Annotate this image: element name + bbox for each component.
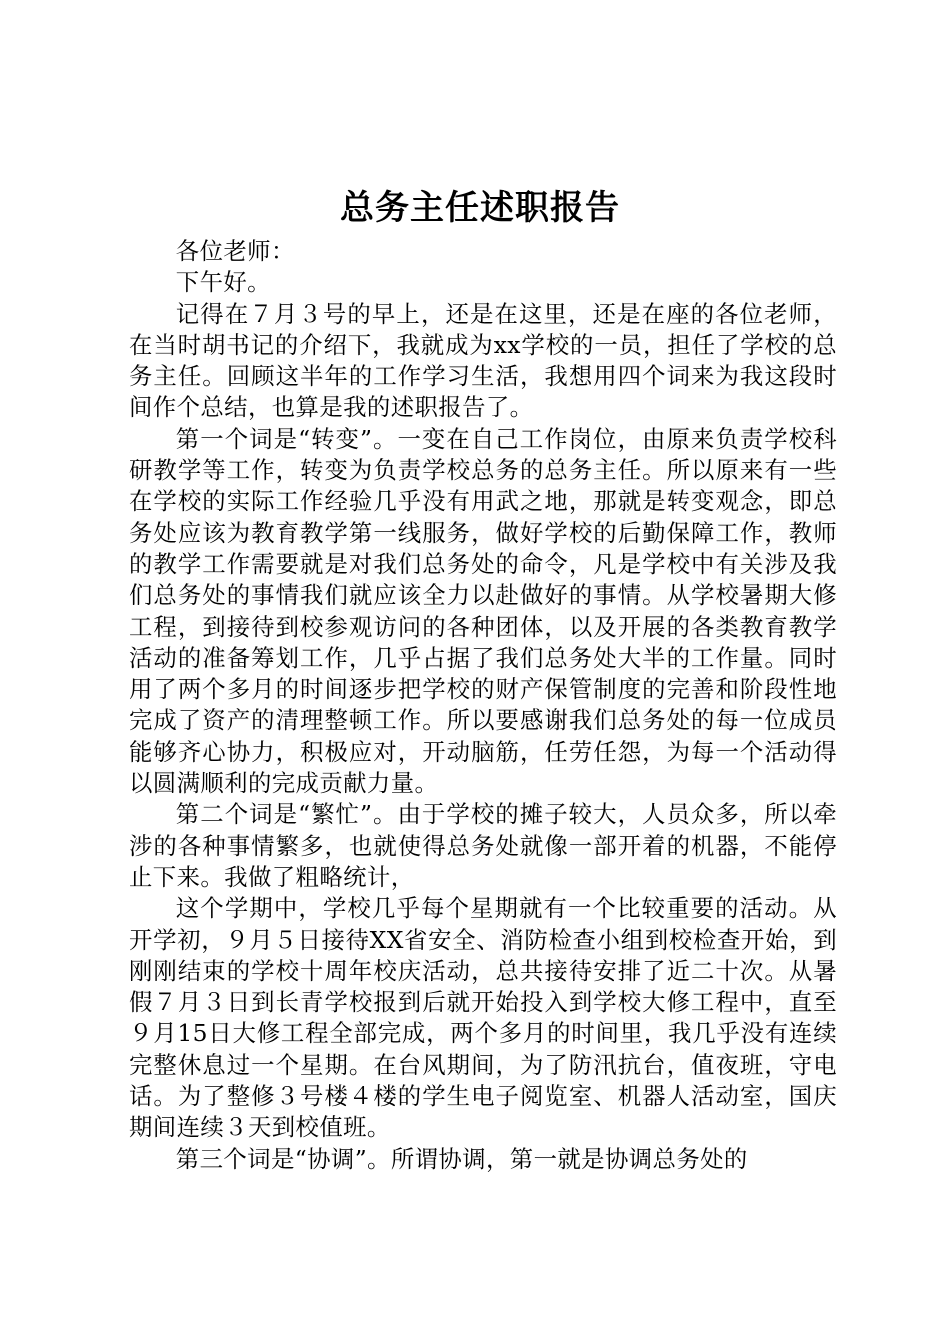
paragraph-first-word: 第一个词是“转变”。一变在自己工作岗位，由原来负责学校科研教学等工作，转变为负责学校总务的总务主任。所以原来有一些在学校的实际工作经验几乎没有用武之地，那就是转变观念，即总务处应该为教育教学第一线服务，做好学校的后勤保障工作，教师的教学工作需要就是对我们总务处的命令，凡是学校中有关涉及我们总务处的事情我们就应该全力以赴做好的事情。从学校暑期大修工程，到接待到校参观访问的各种团体，以及开展的各类教育教学活动的准备筹划工作，几乎占据了我们总务处大半的工作量。同时用了两个多月的时间逐步把学校的财产保管制度的完善和阶段性地完成了资产的清理整顿工作。所以要感谢我们总务处的每一位成员能够齐心协力，积极应对，开动脑筋，任劳任怨，为每一个活动得以圆满顺利的完成贡献力量。: [129, 424, 837, 798]
document-body: [129, 236, 837, 1175]
paragraph-third-word: 第三个词是“协调”。所谓协调，第一就是协调总务处的: [175, 1144, 748, 1173]
paragraph-second-word: 第二个词是“繁忙”。由于学校的摊子较大，人员众多，所以牵涉的各种事情繁多，也就使得总务处就像一部开着的机器，不能停止下来。我做了粗略统计，: [129, 800, 837, 891]
paragraph-semester-details: 这个学期中，学校几乎每个星期就有一个比较重要的活动。从开学初，９月５日接待XX省安全、消防检查小组到校检查开始，到刚刚结束的学校十周年校庆活动，总共接待安排了近二十次。从暑假７月３日到长青学校报到后就开始投入到学校大修工程中，直至９月15日大修工程全部完成，两个多月的时间里，我几乎没有连续完整休息过一个星期。在台风期间，为了防汛抗台，值夜班，守电话。为了整修３号楼４楼的学生电子阅览室、机器人活动室，国庆期间连续３天到校值班。: [129, 894, 837, 1142]
document-title: 总务主任述职报告: [340, 188, 620, 228]
paragraph-intro: 记得在７月３号的早上，还是在这里，还是在座的各位老师，在当时胡书记的介绍下，我就成为xx学校的一员，担任了学校的总务主任。回顾这半年的工作学习生活，我想用四个词来为我这段时间作个总结，也算是我的述职报告了。: [129, 299, 837, 422]
paragraph-salutation: 下午好。: [175, 268, 271, 297]
paragraph-greeting: 各位老师：: [175, 237, 295, 265]
